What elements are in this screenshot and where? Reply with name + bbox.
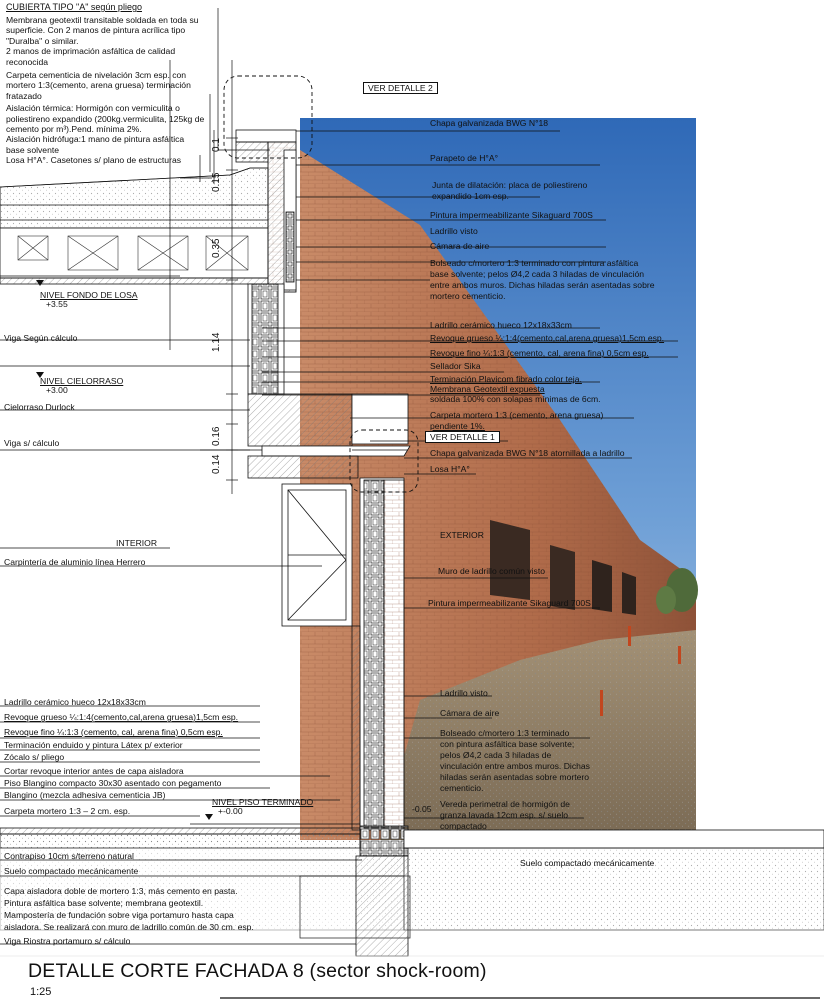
face-brick-note: Ladrillo visto bbox=[430, 226, 478, 236]
sidewalk-note: granza lavada 12cm esp. s/ suelo bbox=[440, 810, 569, 820]
bagging-note-2: pelos Ø4,2 cada 3 hiladas de bbox=[440, 750, 552, 760]
roof-spec-line: cemento por m³).Pend. mínima 2%. bbox=[6, 124, 142, 135]
bagging-note-2: vinculación entre ambos muros. Dichas bbox=[440, 761, 590, 771]
roof-spec-line: Carpeta cementicia de nivelación 3cm esp. con bbox=[6, 70, 187, 81]
beam-calc-note: Viga s/ cálculo bbox=[4, 438, 60, 448]
compacted-soil-note: Suelo compactado mecánicamente bbox=[4, 866, 139, 876]
drawing-title: DETALLE CORTE FACHADA 8 (sector shock-room) bbox=[28, 960, 487, 982]
air-gap-note-2: Cámara de aire bbox=[440, 708, 500, 718]
ceiling-note: Cielorraso Durlock bbox=[4, 402, 75, 412]
membrane-note: Membrana Geotextil expuesta bbox=[430, 384, 545, 394]
sidewalk-note: Vereda perimetral de hormigón de bbox=[440, 799, 570, 809]
sealant-note: Sellador Sika bbox=[430, 361, 481, 371]
roof-type-title: CUBIERTA TIPO "A" según pliego bbox=[6, 2, 142, 12]
damp-course-note: aisladora. Se realizará con muro de ladrillo común de 30 cm. esp. bbox=[4, 922, 254, 932]
roof-slab bbox=[0, 168, 268, 284]
bagging-note-2: cementicio. bbox=[440, 783, 484, 793]
lower-note: Revoque grueso ¼:1:4(cemento,cal,arena gruesa)1,5cm esp. bbox=[4, 712, 239, 722]
see-detail-2[interactable]: VER DETALLE 2 bbox=[363, 82, 438, 94]
lower-note: Ladrillo cerámico hueco 12x18x33cm bbox=[4, 697, 146, 707]
dimension-label: 0.35 bbox=[211, 238, 222, 258]
lower-note: Carpeta mortero 1:3 – 2 cm. esp. bbox=[4, 806, 131, 816]
level-slab-bottom: NIVEL FONDO DE LOSA bbox=[40, 290, 138, 300]
roof-spec-line: "Duralba" o similar. bbox=[6, 35, 79, 46]
dimension-label: 0.16 bbox=[211, 426, 222, 446]
joint-note: Junta de dilatación: placa de poliestireno bbox=[432, 180, 588, 190]
lower-note: Terminación enduido y pintura Látex p/ exterior bbox=[4, 740, 183, 750]
interior-label: INTERIOR bbox=[116, 538, 158, 548]
sika-paint-note-2: Pintura impermeabilizante Sikaguard 700S bbox=[428, 598, 591, 608]
lower-note: Blangino (mezcla adhesiva cementicia JB) bbox=[4, 790, 166, 800]
lower-note: Cortar revoque interior antes de capa aisladora bbox=[4, 766, 184, 776]
bagging-note: mortero cementicio. bbox=[430, 291, 506, 301]
lower-note: Revoque fino ¼:1:3 (cemento, cal, arena fina) 0,5cm esp. bbox=[4, 727, 223, 737]
roof-spec-line: base solvente bbox=[6, 144, 60, 155]
bagging-note-2: Bolseado c/mortero 1:3 terminado bbox=[440, 728, 570, 738]
damp-course-note: Capa aisladora doble de mortero 1:3, más cemento en pasta. bbox=[4, 886, 238, 896]
bagging-note: entre ambos muros. Dichas hiladas serán asentadas sobre bbox=[430, 280, 655, 290]
parapet-note: Parapeto de H°A° bbox=[430, 153, 499, 163]
lower-note: Zócalo s/ pliego bbox=[4, 752, 65, 762]
dimension-label: 0.1 bbox=[211, 138, 222, 152]
dimension-label: -0.05 bbox=[412, 804, 432, 814]
roof-spec-line: Aislación hidrófuga:1 mano de pintura asfáltica bbox=[6, 134, 185, 145]
exterior-label: EXTERIOR bbox=[440, 530, 484, 540]
level-ceiling: NIVEL CIELORRASO bbox=[40, 376, 124, 386]
sika-paint-note: Pintura impermeabilizante Sikaguard 700S bbox=[430, 210, 593, 220]
slab-note: Losa H°A° bbox=[430, 464, 470, 474]
coarse-render-note: Revoque grueso ¼:1:4(cemento,cal,arena gruesa)1,5cm esp. bbox=[430, 333, 665, 343]
joint-note: expandido 1cm esp. bbox=[432, 191, 509, 201]
roof-spec-line: mortero 1:3(cemento, arena gruesa) terminación bbox=[6, 80, 191, 91]
bagging-note-2: hiladas serán asentadas sobre mortero bbox=[440, 772, 590, 782]
face-brick-note-2: Ladrillo visto bbox=[440, 688, 488, 698]
roof-spec-line: poliestireno expandido (200kg.vermiculita, 125kg de bbox=[6, 113, 205, 124]
level-ceiling-value: +3.00 bbox=[46, 385, 68, 395]
bagging-note: base solvente; pelos Ø4,2 cada 3 hiladas de vinculación bbox=[430, 269, 645, 279]
tie-beam-note: Viga Riostra portamuro s/ cálculo bbox=[4, 936, 131, 946]
roof-spec-line: Losa H°A°. Casetones s/ plano de estructuras bbox=[6, 155, 182, 166]
sheet-metal-note: Chapa galvanizada BWG N°18 bbox=[430, 118, 549, 128]
sidewalk-note: compactado bbox=[440, 821, 487, 831]
hollow-brick-note: Ladrillo cerámico hueco 12x18x33cm bbox=[430, 320, 572, 330]
roof-spec-line: fratazado bbox=[6, 90, 42, 101]
level-floor: NIVEL PISO TERMINADO bbox=[212, 797, 314, 807]
drawing-scale: 1:25 bbox=[30, 986, 52, 998]
screed-note: pendiente 1%. bbox=[430, 421, 485, 431]
damp-course-note: Pintura asfáltica base solvente; membrana geotextil. bbox=[4, 898, 204, 908]
roof-spec-line: Aislación térmica: Hormigón con vermiculita o bbox=[6, 103, 180, 114]
level-slab-bottom-value: +3.55 bbox=[46, 299, 68, 309]
level-floor-value: +-0.00 bbox=[218, 806, 243, 816]
roof-spec-line: 2 manos de imprimación asfáltica de calidad bbox=[6, 46, 176, 57]
compacted-soil-note-right: Suelo compactado mecánicamente bbox=[520, 858, 655, 868]
roof-spec-line: Membrana geotextil transitable soldada en toda su bbox=[6, 15, 199, 25]
damp-course-note: Mampostería de fundación sobre viga portamuro hasta capa bbox=[4, 910, 234, 920]
dimension-label: 0.15 bbox=[211, 172, 222, 192]
plavicom-note: Terminación Plavicom fibrado color teja. bbox=[430, 374, 582, 384]
common-brick-note: Muro de ladrillo común visto bbox=[438, 566, 545, 576]
roof-spec bbox=[6, 15, 221, 166]
bagging-note-2: con pintura asfáltica base solvente; bbox=[440, 739, 575, 749]
dimension-label: 1.14 bbox=[211, 332, 222, 352]
window-frame-note: Carpintería de aluminio línea Herrero bbox=[4, 557, 146, 567]
membrane-note: soldada 100% con solapas mínimas de 6cm. bbox=[430, 394, 601, 404]
screed-note: Carpeta mortero 1:3 (cemento, arena gruesa) bbox=[430, 410, 604, 420]
air-gap-note: Cámara de aire bbox=[430, 241, 490, 251]
lower-note: Piso Blangino compacto 30x30 asentado con pegamento bbox=[4, 778, 222, 788]
roof-spec-line: reconocida bbox=[6, 56, 49, 67]
beam-note: Viga Según cálculo bbox=[4, 333, 78, 343]
bagging-note: Bolseado c/mortero 1:3 terminado con pintura asfáltica bbox=[430, 258, 639, 268]
dimension-label: 0.14 bbox=[211, 454, 222, 474]
roof-spec-line: superficie. Con 2 manos de pintura acrílica tipo bbox=[6, 25, 186, 36]
see-detail-1[interactable]: VER DETALLE 1 bbox=[425, 431, 500, 443]
fine-render-note: Revoque fino ¼:1:3 (cemento, cal, arena fina) 0,5cm esp. bbox=[430, 348, 649, 358]
screwed-sheet-note: Chapa galvanizada BWG N°18 atornillada a ladrillo bbox=[430, 448, 625, 458]
subfloor-note: Contrapiso 10cm s/terreno natural bbox=[4, 851, 134, 861]
